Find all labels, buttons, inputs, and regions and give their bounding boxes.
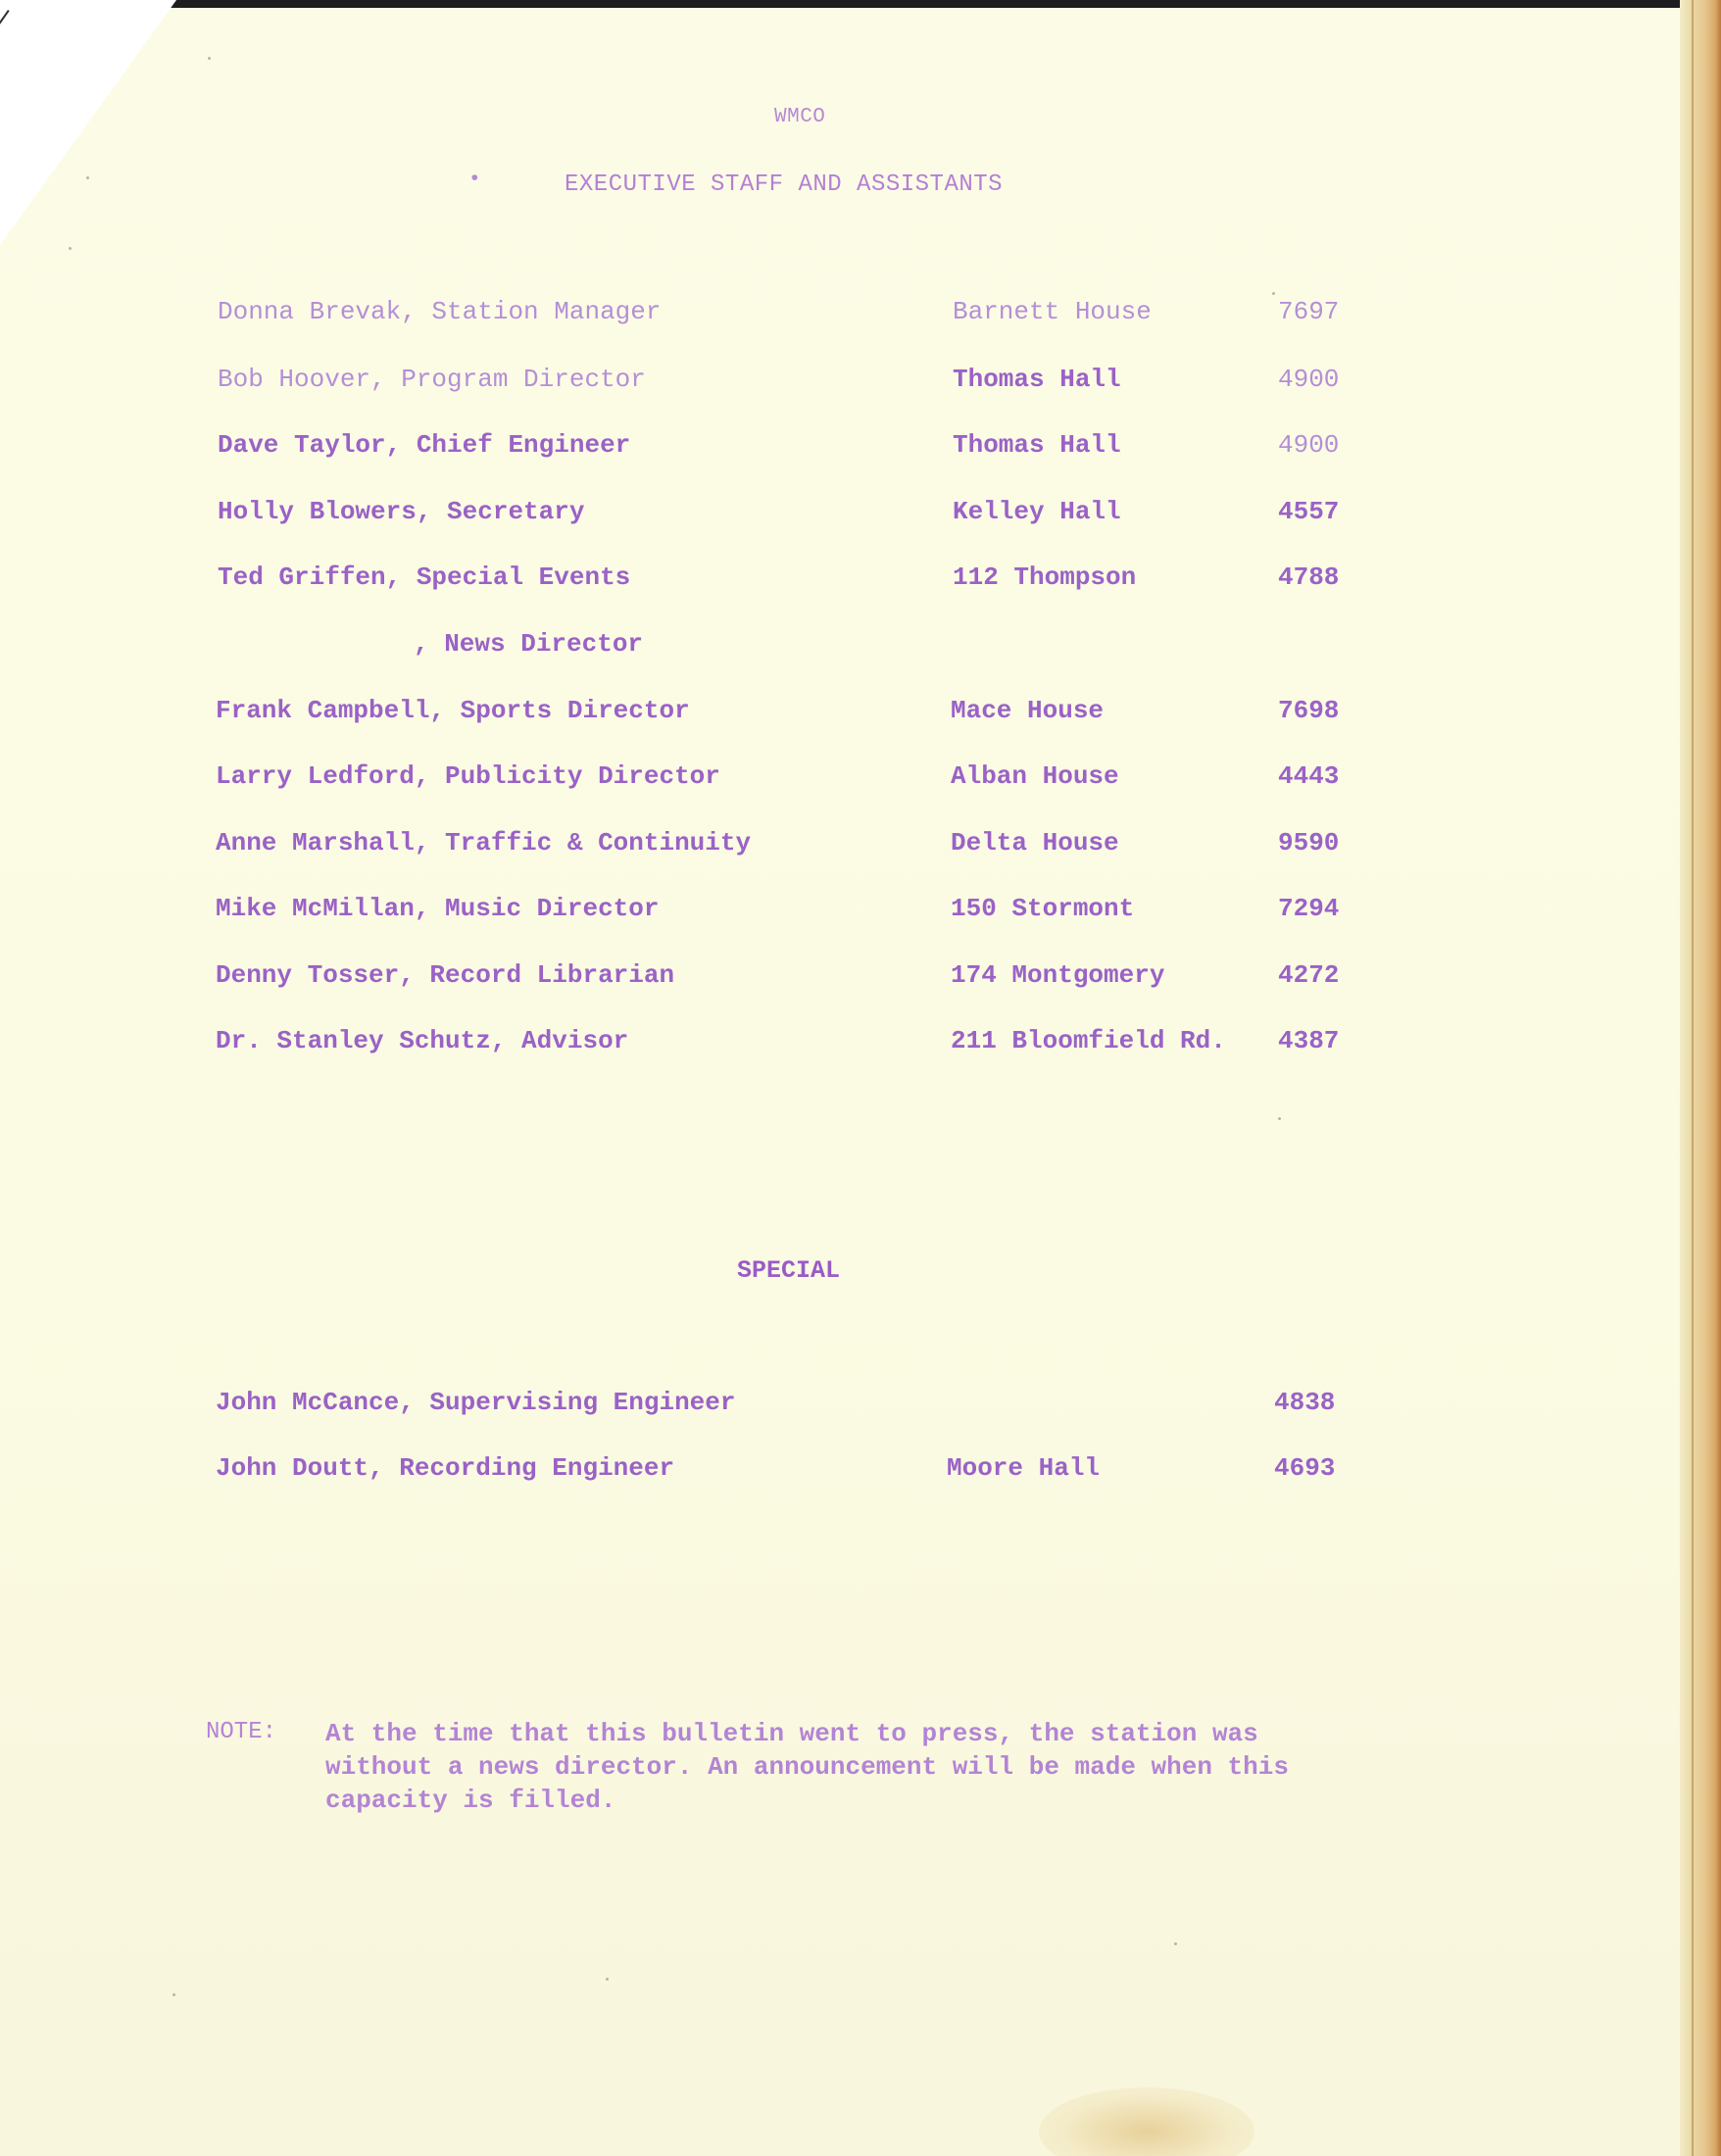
staff-name: Bob Hoover, Program Director bbox=[218, 365, 646, 394]
note-text: At the time that this bulletin went to press, the station was without a news director. An announcement will be made when this capacity is filled. bbox=[325, 1719, 1289, 1815]
staff-name: Holly Blowers, Secretary bbox=[218, 497, 585, 526]
staff-location: Barnett House bbox=[953, 297, 1152, 326]
staff-row bbox=[0, 497, 1721, 536]
staff-extension: 4900 bbox=[1278, 430, 1340, 460]
staff-location: Mace House bbox=[951, 696, 1105, 725]
staff-name: Frank Campbell, Sports Director bbox=[216, 696, 690, 725]
page-title: EXECUTIVE STAFF AND ASSISTANTS bbox=[565, 172, 1004, 198]
staff-row bbox=[0, 761, 1721, 801]
special-name: John Doutt, Recording Engineer bbox=[216, 1453, 675, 1483]
staff-name: Ted Griffen, Special Events bbox=[218, 563, 631, 592]
speck bbox=[208, 57, 211, 60]
staff-name: Mike McMillan, Music Director bbox=[216, 894, 660, 923]
speck bbox=[69, 247, 72, 250]
staff-name: Denny Tosser, Record Librarian bbox=[216, 960, 675, 990]
staff-location: Thomas Hall bbox=[953, 430, 1121, 460]
station-call-letters: WMCO bbox=[774, 106, 826, 128]
special-row bbox=[0, 1453, 1721, 1493]
staff-row bbox=[0, 960, 1721, 1000]
staff-row bbox=[0, 297, 1721, 336]
staff-name: Donna Brevak, Station Manager bbox=[218, 297, 662, 326]
speck bbox=[606, 1978, 609, 1981]
staff-extension: 4387 bbox=[1278, 1026, 1340, 1055]
speck bbox=[86, 176, 89, 179]
staff-name: , News Director bbox=[414, 629, 644, 659]
staff-row bbox=[0, 563, 1721, 602]
staff-row bbox=[0, 629, 1721, 668]
special-name: John McCance, Supervising Engineer bbox=[216, 1388, 736, 1417]
speck bbox=[1278, 1117, 1281, 1120]
staff-location: 112 Thompson bbox=[953, 563, 1137, 592]
staff-extension: 4900 bbox=[1278, 365, 1340, 394]
staff-row bbox=[0, 828, 1721, 867]
note-label: NOTE: bbox=[206, 1719, 277, 1745]
staff-name: Dave Taylor, Chief Engineer bbox=[218, 430, 631, 460]
speck bbox=[172, 1993, 175, 1996]
special-row bbox=[0, 1388, 1721, 1427]
staff-extension: 4443 bbox=[1278, 761, 1340, 791]
staff-location: Kelley Hall bbox=[953, 497, 1121, 526]
special-section-heading: SPECIAL bbox=[737, 1256, 841, 1285]
special-location: Moore Hall bbox=[947, 1453, 1101, 1483]
staff-extension: 4272 bbox=[1278, 960, 1340, 990]
staff-location: 150 Stormont bbox=[951, 894, 1135, 923]
staff-location: Delta House bbox=[951, 828, 1119, 858]
paper-stain bbox=[1039, 2087, 1254, 2156]
staff-name: Dr. Stanley Schutz, Advisor bbox=[216, 1026, 629, 1055]
staff-extension: 9590 bbox=[1278, 828, 1340, 858]
staff-location: 174 Montgomery bbox=[951, 960, 1165, 990]
scan-top-edge bbox=[0, 0, 1686, 8]
staff-row bbox=[0, 1026, 1721, 1065]
staff-row bbox=[0, 696, 1721, 735]
staff-extension: 4557 bbox=[1278, 497, 1340, 526]
staff-row bbox=[0, 894, 1721, 933]
staff-location: 211 Bloomfield Rd. bbox=[951, 1026, 1226, 1055]
staff-extension: 7698 bbox=[1278, 696, 1340, 725]
staff-extension: 7697 bbox=[1278, 297, 1340, 326]
speck bbox=[1272, 292, 1275, 295]
staff-row bbox=[0, 430, 1721, 469]
staff-location: Alban House bbox=[951, 761, 1119, 791]
staff-extension: 7294 bbox=[1278, 894, 1340, 923]
staff-row bbox=[0, 365, 1721, 404]
staff-name: Larry Ledford, Publicity Director bbox=[216, 761, 720, 791]
staff-location: Thomas Hall bbox=[953, 365, 1121, 394]
special-extension: 4693 bbox=[1274, 1453, 1336, 1483]
folded-corner bbox=[0, 0, 176, 245]
heading-bullet: • bbox=[468, 169, 481, 191]
staff-extension: 4788 bbox=[1278, 563, 1340, 592]
speck bbox=[1174, 1942, 1177, 1945]
special-extension: 4838 bbox=[1274, 1388, 1336, 1417]
staff-name: Anne Marshall, Traffic & Continuity bbox=[216, 828, 752, 858]
